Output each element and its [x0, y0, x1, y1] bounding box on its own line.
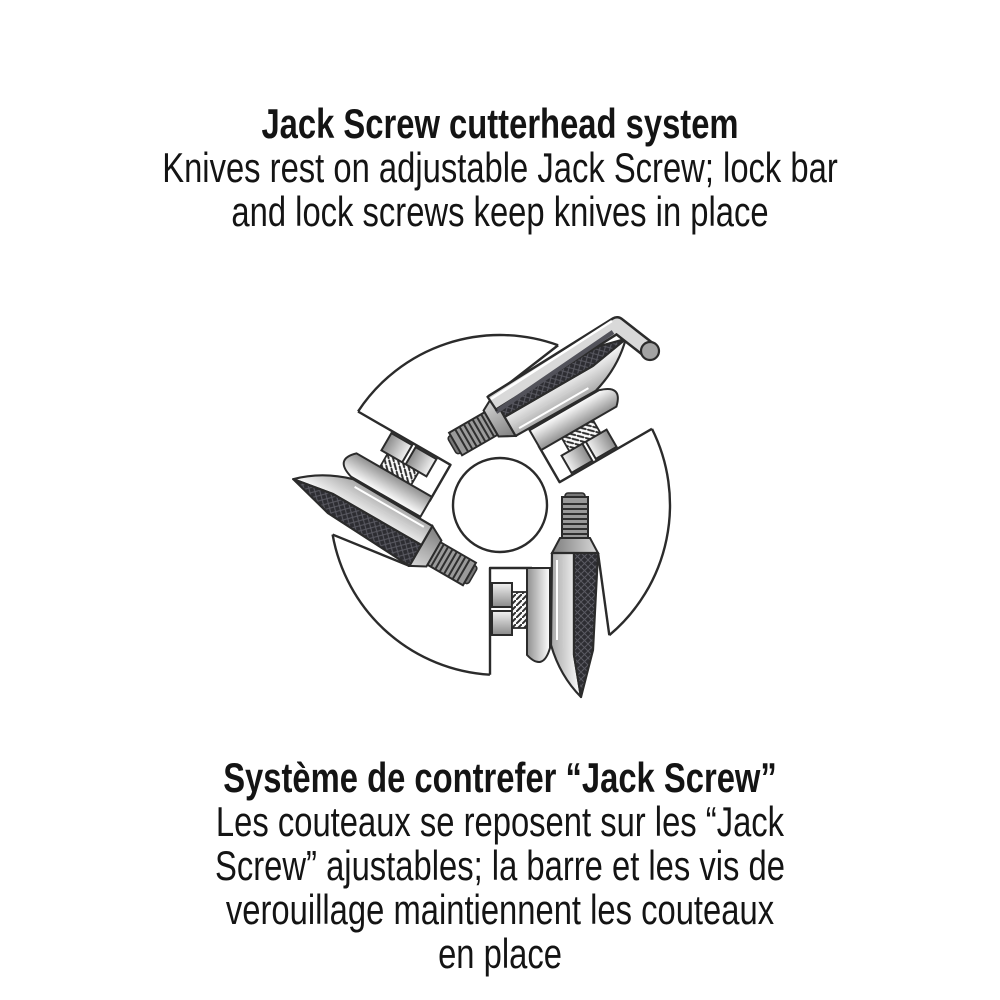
- caption-en-line: Knives rest on adjustable Jack Screw; lock bar: [162, 144, 838, 191]
- caption-fr-line: Les couteaux se reposent sur les “Jack: [215, 798, 785, 845]
- caption-en-line: and lock screws keep knives in place: [231, 188, 769, 235]
- caption-fr: [110, 756, 890, 976]
- center-bore: [453, 458, 547, 552]
- caption-fr-line: verouillage maintiennent les couteaux: [225, 886, 775, 933]
- hex-key-ball-end: [641, 342, 659, 360]
- caption-en-title: Jack Screw cutterhead system: [261, 100, 739, 147]
- caption-fr-line: Screw” ajustables; la barre et les vis de: [215, 842, 785, 889]
- caption-fr-title: Système de contrefer “Jack Screw”: [223, 754, 777, 801]
- caption-fr-line: en place: [438, 930, 562, 977]
